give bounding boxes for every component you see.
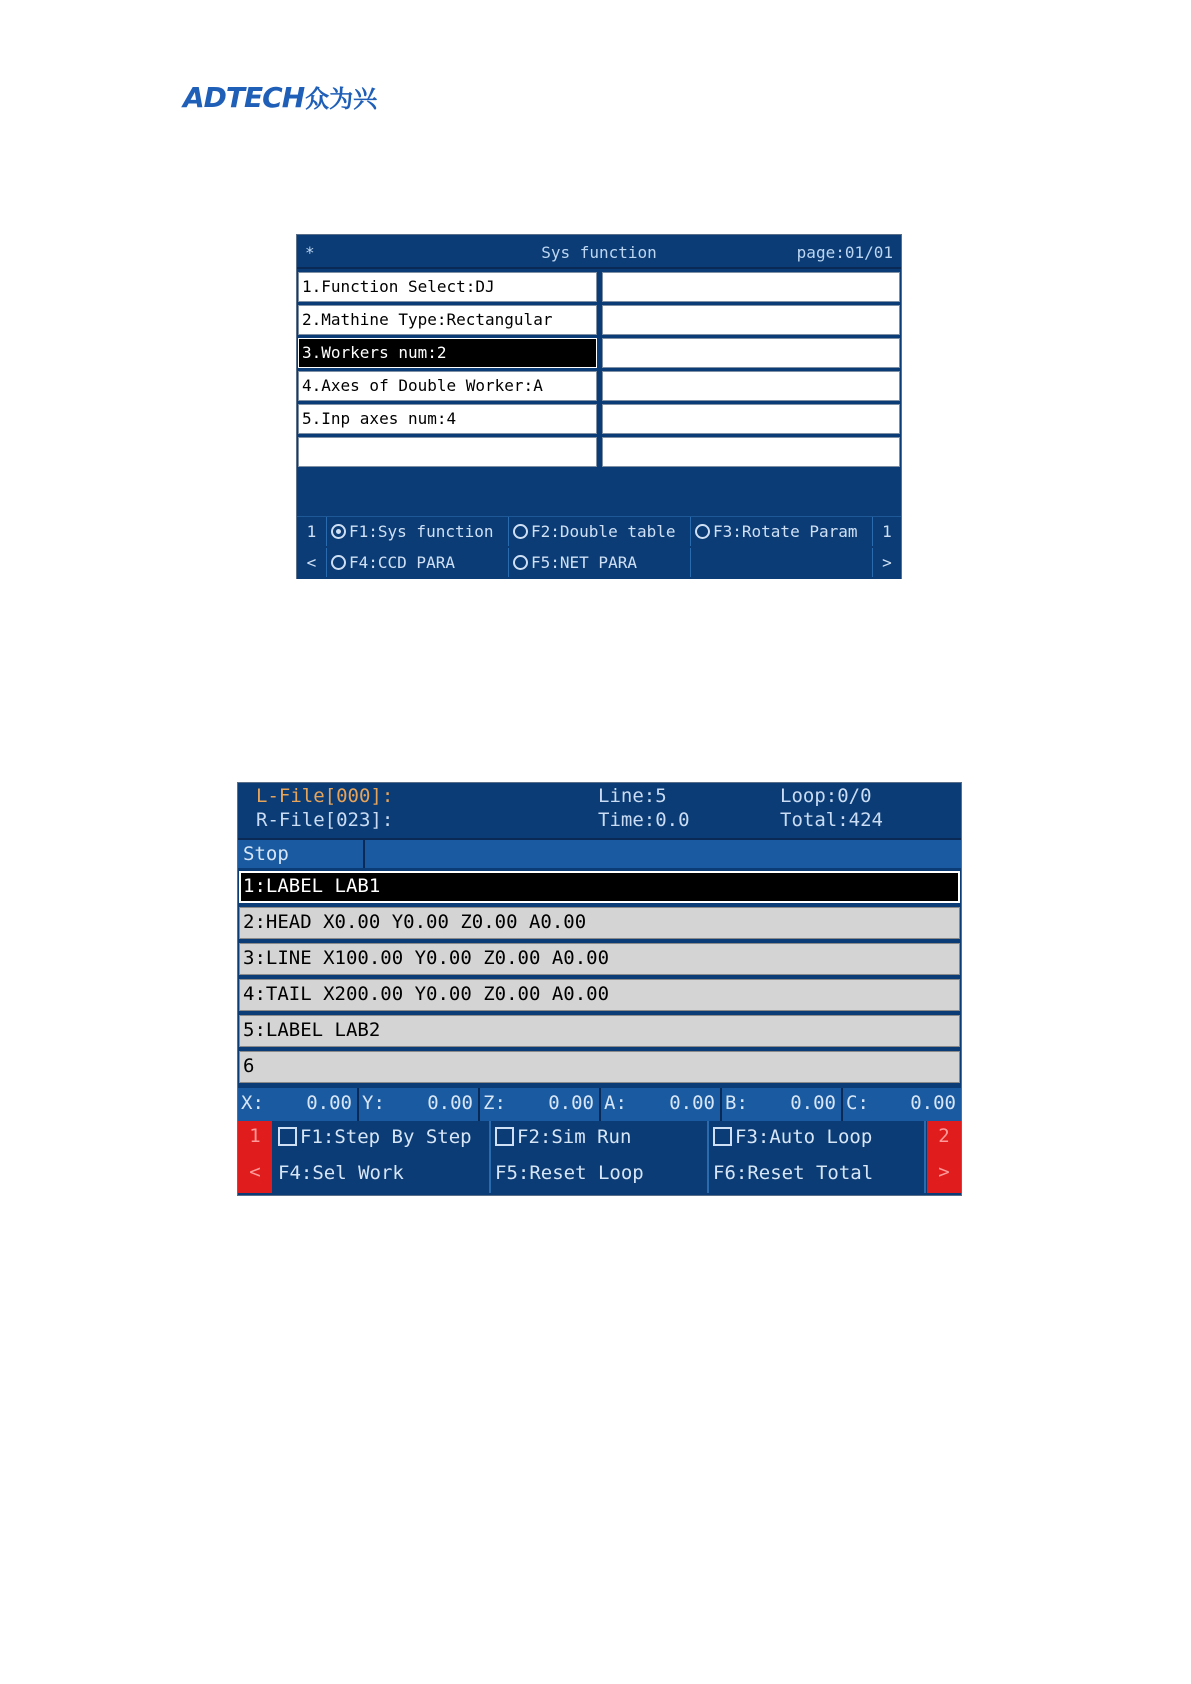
axis-value: 0.00 <box>669 1092 715 1114</box>
axis-value: 0.00 <box>306 1092 352 1114</box>
title-bar <box>297 235 901 269</box>
key-label: F1:Step By Step <box>300 1126 472 1148</box>
parameter-value[interactable] <box>602 404 900 434</box>
coord-z <box>480 1088 601 1121</box>
logo-text: ADTECH <box>183 81 305 114</box>
page-indicator: page:01/01 <box>796 243 893 262</box>
program-line-selected[interactable]: 1:LABEL LAB1 <box>239 871 960 903</box>
axis-label: A: <box>604 1092 627 1114</box>
key-label: F3:Rotate Param <box>713 522 858 541</box>
right-file-label: R-File[023]: <box>256 809 394 831</box>
program-run-screen <box>237 782 962 1196</box>
axis-label: C: <box>846 1092 869 1114</box>
adtech-logo <box>183 81 378 114</box>
screen-title: Sys function <box>541 243 657 262</box>
parameter-row[interactable] <box>298 437 900 467</box>
prev-page-button[interactable]: < <box>238 1157 272 1193</box>
prev-page-button[interactable]: < <box>297 548 327 577</box>
sys-function-screen <box>296 234 902 579</box>
program-line[interactable]: 5:LABEL LAB2 <box>239 1015 960 1047</box>
parameter-value[interactable] <box>602 437 900 467</box>
parameter-label[interactable]: 1.Function Select:DJ <box>298 272 597 302</box>
checkbox-icon <box>713 1127 732 1146</box>
key-label: F4:CCD PARA <box>349 553 455 572</box>
axis-coordinates <box>238 1088 961 1121</box>
f4-ccd-para-key[interactable] <box>327 548 509 577</box>
program-line[interactable]: 6 <box>239 1051 960 1083</box>
parameter-value[interactable] <box>602 272 900 302</box>
function-key-bar <box>238 1121 961 1195</box>
f4-sel-work-key[interactable]: F4:Sel Work <box>274 1157 491 1193</box>
program-line[interactable]: 2:HEAD X0.00 Y0.00 Z0.00 A0.00 <box>239 907 960 939</box>
key-label: F5:NET PARA <box>531 553 637 572</box>
key-label: F1:Sys function <box>349 522 494 541</box>
program-line[interactable]: 3:LINE X100.00 Y0.00 Z0.00 A0.00 <box>239 943 960 975</box>
parameter-label[interactable]: 5.Inp axes num:4 <box>298 404 597 434</box>
page-number-right: 1 <box>882 522 892 541</box>
f2-sim-run-key[interactable] <box>491 1121 709 1157</box>
coord-x <box>238 1088 359 1121</box>
parameter-value[interactable] <box>602 371 900 401</box>
f1-sys-function-key[interactable] <box>327 517 509 546</box>
axis-label: X: <box>241 1092 264 1114</box>
program-list <box>239 871 960 1087</box>
axis-label: Z: <box>483 1092 506 1114</box>
coord-c <box>843 1088 961 1121</box>
parameter-row[interactable] <box>298 305 900 335</box>
f1-step-by-step-key[interactable] <box>274 1121 491 1157</box>
radio-icon <box>695 524 710 539</box>
parameter-row[interactable] <box>298 272 900 302</box>
next-page-button[interactable]: > <box>927 1157 961 1193</box>
key-label: F2:Double table <box>531 522 676 541</box>
f6-reset-total-key[interactable]: F6:Reset Total <box>709 1157 926 1193</box>
empty-key-slot <box>691 548 873 577</box>
next-page-button[interactable]: > <box>882 553 892 572</box>
total-counter: Total:424 <box>780 809 883 831</box>
checkbox-icon <box>495 1127 514 1146</box>
axis-value: 0.00 <box>910 1092 956 1114</box>
status-bar <box>238 838 961 868</box>
parameter-label[interactable]: 3.Workers num:2 <box>298 338 597 368</box>
parameter-row-selected[interactable] <box>298 338 900 368</box>
parameter-value[interactable] <box>602 305 900 335</box>
loop-counter: Loop:0/0 <box>780 785 872 807</box>
run-info-header <box>238 783 961 835</box>
program-line[interactable]: 4:TAIL X200.00 Y0.00 Z0.00 A0.00 <box>239 979 960 1011</box>
f5-net-para-key[interactable] <box>509 548 691 577</box>
parameter-value[interactable] <box>602 338 900 368</box>
parameter-label[interactable]: 2.Mathine Type:Rectangular <box>298 305 597 335</box>
f3-rotate-param-key[interactable] <box>691 517 873 546</box>
page-number-left: 1 <box>297 517 327 546</box>
parameter-row[interactable] <box>298 404 900 434</box>
page-number-left: 1 <box>238 1121 272 1157</box>
f2-double-table-key[interactable] <box>509 517 691 546</box>
radio-icon <box>331 555 346 570</box>
left-file-label: L-File[000]: <box>256 785 394 807</box>
function-key-bar <box>297 516 901 579</box>
axis-value: 0.00 <box>427 1092 473 1114</box>
f5-reset-loop-key[interactable]: F5:Reset Loop <box>491 1157 709 1193</box>
parameter-row[interactable] <box>298 371 900 401</box>
coord-a <box>601 1088 722 1121</box>
axis-value: 0.00 <box>790 1092 836 1114</box>
title-star: * <box>305 243 315 262</box>
message-area <box>297 468 901 516</box>
axis-label: B: <box>725 1092 748 1114</box>
status-divider <box>363 840 365 868</box>
checkbox-icon <box>278 1127 297 1146</box>
key-label: F2:Sim Run <box>517 1126 632 1148</box>
radio-selected-icon <box>331 524 346 539</box>
f3-auto-loop-key[interactable] <box>709 1121 926 1157</box>
page-number-right: 2 <box>927 1121 961 1157</box>
logo-cn-text: 众为兴 <box>305 85 378 113</box>
parameter-label[interactable]: 4.Axes of Double Worker:A <box>298 371 597 401</box>
parameter-list <box>298 272 900 470</box>
coord-b <box>722 1088 843 1121</box>
coord-y <box>359 1088 480 1121</box>
run-time: Time:0.0 <box>598 809 690 831</box>
radio-icon <box>513 524 528 539</box>
axis-label: Y: <box>362 1092 385 1114</box>
axis-value: 0.00 <box>548 1092 594 1114</box>
radio-icon <box>513 555 528 570</box>
parameter-label[interactable] <box>298 437 597 467</box>
line-counter: Line:5 <box>598 785 667 807</box>
run-status: Stop <box>243 843 289 865</box>
key-label: F3:Auto Loop <box>735 1126 873 1148</box>
